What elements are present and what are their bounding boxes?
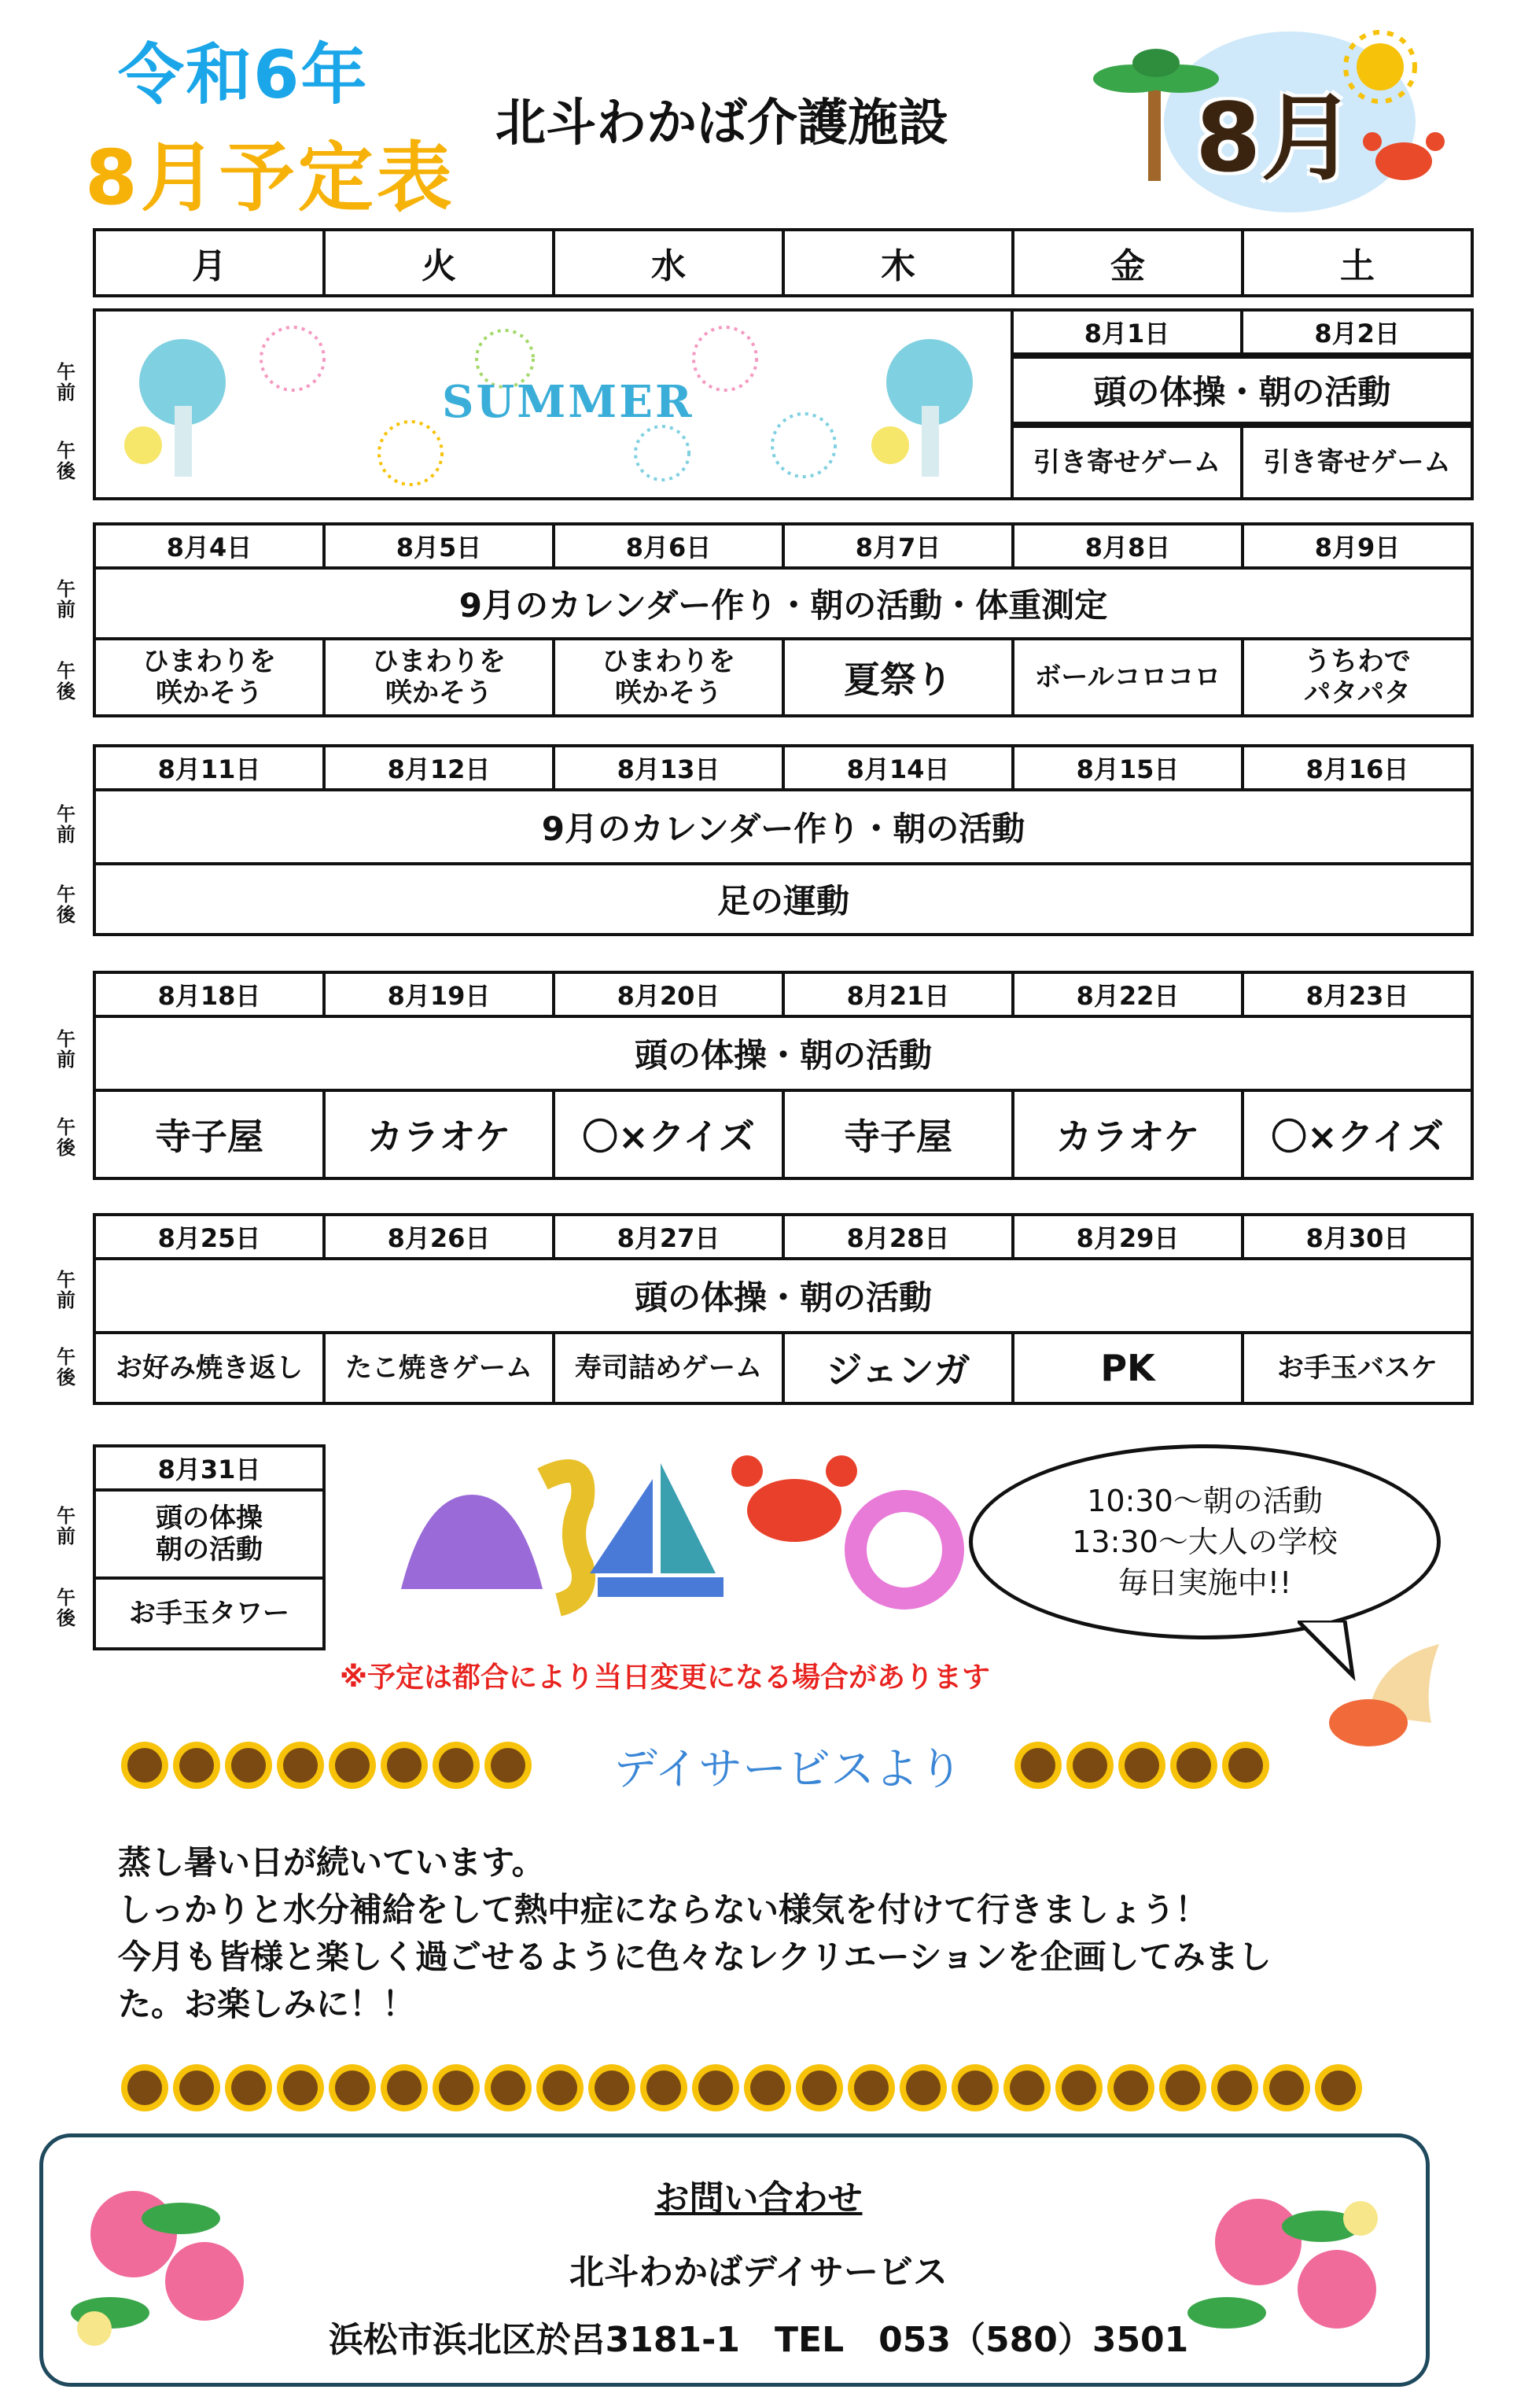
date-cell: 8月5日 xyxy=(326,525,555,566)
pm-activity: たこ焼きゲーム xyxy=(326,1334,555,1402)
pm-activity: お手玉バスケ xyxy=(1277,1352,1438,1384)
month-badge-text: 8月 xyxy=(1195,84,1356,194)
sailboat-icon xyxy=(590,1463,724,1597)
summer-text: SUMMER xyxy=(442,376,694,428)
crab-icon xyxy=(731,1455,857,1542)
message-line: た。お楽しみに！！ xyxy=(118,1985,416,2023)
sunflower-icon xyxy=(1217,2071,1252,2105)
sunflower-icon xyxy=(750,2071,785,2105)
pm-activity: 引き寄せゲーム xyxy=(1263,447,1451,478)
pm-activity: 〇×クイズ xyxy=(555,1092,785,1177)
sunflower-icon xyxy=(543,2071,577,2105)
sunflower-icon xyxy=(1010,2071,1044,2105)
date-cell: 8月27日 xyxy=(555,1216,785,1257)
sunflower-icon xyxy=(127,2071,162,2105)
am-label-week5: 午前 xyxy=(57,1269,75,1311)
sunflower-icon xyxy=(127,1748,162,1783)
week1-block xyxy=(93,308,1474,500)
date-cell: 8月23日 xyxy=(1305,981,1409,1011)
era-year-title: 令和6年 xyxy=(118,36,369,113)
date-cell: 8月26日 xyxy=(326,1216,555,1257)
sunflower-icon xyxy=(1176,1748,1211,1783)
sunflower-icon xyxy=(1073,1748,1107,1783)
pm-activity: ひまわりを 咲かそう xyxy=(326,640,555,714)
sunflower-icon xyxy=(1269,2071,1304,2105)
weekday-fri: 金 xyxy=(1014,231,1244,294)
date-cell: 8月2日 xyxy=(1314,319,1400,348)
sunflower-icon xyxy=(335,2071,370,2105)
pm-label-week5: 午後 xyxy=(57,1346,75,1388)
am-label-week1: 午前 xyxy=(57,361,75,404)
am-label-week3: 午前 xyxy=(57,803,75,846)
contact-address: 浜松市浜北区於呂3181-1 TEL 053（580）3501 xyxy=(328,2320,1189,2360)
sunflower-icon xyxy=(283,2071,318,2105)
am-label-week6: 午前 xyxy=(57,1505,75,1547)
week2-block xyxy=(93,522,1474,717)
weekday-tue: 火 xyxy=(326,231,555,294)
message-line: 蒸し暑い日が続いています。 xyxy=(118,1843,545,1882)
bubble-line-morning: 10:30～朝の活動 xyxy=(1087,1484,1323,1518)
contact-name: 北斗わかばデイサービス xyxy=(569,2252,948,2292)
dayservice-heading: デイサービスより xyxy=(613,1744,963,1795)
date-cell: 8月1日 xyxy=(1014,312,1244,352)
sunflower-icon xyxy=(231,2071,266,2105)
date-cell: 8月12日 xyxy=(326,747,555,788)
sunflower-icon xyxy=(646,2071,681,2105)
date-cell: 8月19日 xyxy=(326,974,555,1015)
date-cell: 8月30日 xyxy=(1305,1223,1409,1253)
bubble-line-afternoon: 13:30～大人の学校 xyxy=(1072,1525,1338,1559)
sunflower-icon xyxy=(854,2071,889,2105)
pm-label-week6: 午後 xyxy=(57,1587,75,1629)
sunflower-icon xyxy=(439,1748,473,1783)
pm-activity: 〇×クイズ xyxy=(1271,1115,1444,1158)
pm-activity: ひまわりを 咲かそう xyxy=(555,640,785,714)
lifebuoy-icon xyxy=(856,1501,953,1599)
date-cell: 8月18日 xyxy=(96,974,326,1015)
sunflower-icon xyxy=(595,2071,629,2105)
date-cell: 8月6日 xyxy=(555,525,785,566)
sunflower-icon xyxy=(958,2071,992,2105)
pm-activity: 足の運動 xyxy=(716,882,849,920)
week4-block xyxy=(93,971,1474,1180)
pm-activity: ボールコロコロ xyxy=(1014,640,1244,714)
pm-activity: PK xyxy=(1014,1334,1244,1402)
sunflower-icon xyxy=(1125,1748,1159,1783)
sunflower-icon xyxy=(231,1748,266,1783)
pm-activity: 寿司詰めゲーム xyxy=(555,1334,785,1402)
sunflower-icon xyxy=(698,2071,733,2105)
date-cell: 8月14日 xyxy=(785,747,1014,788)
sunflower-icon xyxy=(387,1748,422,1783)
am-label-week4: 午前 xyxy=(57,1028,75,1071)
date-cell: 8月22日 xyxy=(1014,974,1244,1015)
pm-activity: お手玉タワー xyxy=(129,1598,289,1629)
week5-block xyxy=(93,1213,1474,1405)
sunflower-icon xyxy=(179,1748,214,1783)
weekday-mon: 月 xyxy=(96,231,326,294)
am-activity: 頭の体操・朝の活動 xyxy=(634,1278,932,1317)
sunflower-icon xyxy=(179,2071,214,2105)
sunflower-icon xyxy=(283,1748,318,1783)
weekday-sat: 土 xyxy=(1340,246,1375,286)
contact-title: お問い合わせ xyxy=(654,2178,863,2218)
message-line: 今月も皆様と楽しく過ごせるように色々なレクリエーションを企画してみまし xyxy=(118,1938,1272,1976)
sunflower-icon xyxy=(335,1748,370,1783)
weekday-header xyxy=(93,228,1474,297)
hermit-crab-icon xyxy=(1321,1636,1447,1754)
date-cell: 8月8日 xyxy=(1014,525,1244,566)
date-cell: 8月20日 xyxy=(555,974,785,1015)
sunflower-icon xyxy=(1165,2071,1200,2105)
pm-activity: 夏祭り xyxy=(785,640,1014,714)
date-cell: 8月9日 xyxy=(1314,533,1401,562)
pm-activity: ジェンガ xyxy=(785,1334,1014,1402)
pm-activity: カラオケ xyxy=(326,1092,555,1177)
facility-name: 北斗わかば介護施設 xyxy=(495,94,948,153)
summer-banner xyxy=(96,312,1014,497)
dayservice-message xyxy=(118,1839,1392,2028)
sunflower-icon xyxy=(1062,2071,1096,2105)
date-cell: 8月7日 xyxy=(785,525,1014,566)
date-cell: 8月4日 xyxy=(96,525,326,566)
date-cell: 8月25日 xyxy=(96,1216,326,1257)
pm-activity: うちわで パタパタ xyxy=(1304,646,1411,709)
schedule-title: 8月予定表 xyxy=(85,134,455,222)
am-activity: 頭の体操・朝の活動 xyxy=(1093,373,1391,411)
week3-block xyxy=(93,744,1474,936)
pm-label-week2: 午後 xyxy=(57,660,75,702)
sunflower-icon xyxy=(1321,2071,1356,2105)
week6-block xyxy=(93,1444,326,1650)
date-cell: 8月31日 xyxy=(157,1455,261,1484)
sunflower-icon xyxy=(387,2071,422,2105)
pm-activity: お好み焼き返し xyxy=(96,1334,326,1402)
sunflower-icon xyxy=(439,2071,473,2105)
sunflower-icon xyxy=(906,2071,941,2105)
am-activity: 9月のカレンダー作り・朝の活動・体重測定 xyxy=(458,586,1108,625)
date-cell: 8月28日 xyxy=(785,1216,1014,1257)
sunflower-icon xyxy=(491,2071,525,2105)
sunflower-icon xyxy=(1114,2071,1148,2105)
shell-icon xyxy=(401,1495,543,1589)
message-line: しっかりと水分補給をして熱中症にならない様気を付けて行きましょう！ xyxy=(118,1890,1209,1929)
date-cell: 8月16日 xyxy=(1305,754,1409,784)
crab-icon xyxy=(1361,126,1447,189)
pm-label-week1: 午後 xyxy=(57,440,75,482)
date-cell: 8月29日 xyxy=(1014,1216,1244,1257)
pm-label-week3: 午後 xyxy=(57,883,75,926)
date-cell: 8月11日 xyxy=(96,747,326,788)
weekday-thu: 木 xyxy=(785,231,1014,294)
seahorse-icon xyxy=(543,1471,584,1605)
schedule-change-notice: ※予定は都合により当日変更になる場合があります xyxy=(340,1661,990,1694)
am-label-week2: 午前 xyxy=(57,578,75,621)
sunflower-icon xyxy=(491,1748,525,1783)
schedule-bubble xyxy=(969,1444,1441,1639)
pm-activity: 寺子屋 xyxy=(96,1092,326,1177)
am-activity: 頭の体操 朝の活動 xyxy=(156,1503,263,1565)
sunflower-icon xyxy=(1228,1748,1263,1783)
sunflower-icon xyxy=(1021,1748,1055,1783)
bubble-line-daily: 毎日実施中!! xyxy=(1117,1565,1292,1600)
pm-activity: カラオケ xyxy=(1014,1092,1244,1177)
am-activity: 頭の体操・朝の活動 xyxy=(634,1036,932,1075)
pm-activity: ひまわりを 咲かそう xyxy=(96,640,326,714)
pm-activity: 寺子屋 xyxy=(785,1092,1014,1177)
date-cell: 8月15日 xyxy=(1014,747,1244,788)
weekday-wed: 水 xyxy=(555,231,785,294)
date-cell: 8月21日 xyxy=(785,974,1014,1015)
sea-decorations xyxy=(385,1432,983,1621)
date-cell: 8月13日 xyxy=(555,747,785,788)
pm-activity: 引き寄せゲーム xyxy=(1014,428,1244,497)
pm-label-week4: 午後 xyxy=(57,1116,75,1159)
am-activity: 9月のカレンダー作り・朝の活動 xyxy=(541,809,1025,848)
week1-schedule xyxy=(1014,312,1471,497)
sunflower-icon xyxy=(802,2071,837,2105)
